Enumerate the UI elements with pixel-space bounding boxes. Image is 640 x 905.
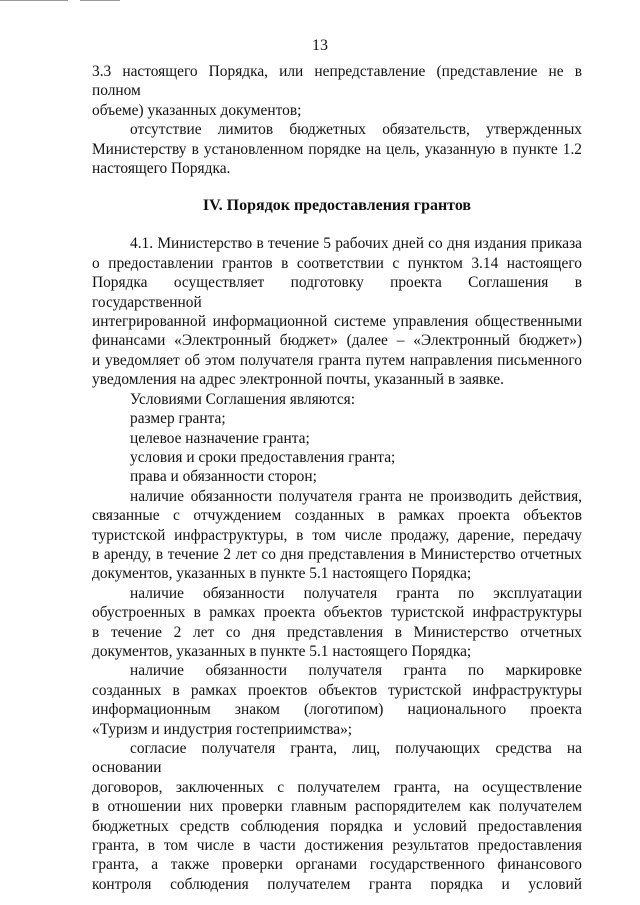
text-line: туристской инфраструктуры, в том числе продажу, дарение, передачу [92, 526, 582, 544]
text-line: интегрированной информационной системе управления общественными [92, 313, 582, 331]
text-line: о предоставлении грантов в соответствии с пунктом 3.14 настоящего [92, 254, 582, 272]
text-line: гранта, а также проверки органами государственного финансового [92, 856, 582, 874]
scan-edge-mark [0, 0, 68, 1]
text-line: в отношении них проверки главным распорядителем как получателем [92, 798, 582, 816]
text-line: «Туризм и индустрия гостеприимства»; [92, 720, 353, 738]
text-line: в течение 2 лет со дня представления в Министерство отчетных [92, 623, 582, 641]
conditions-intro: Условиями Соглашения являются: [130, 390, 356, 408]
scan-edge-mark [80, 0, 120, 1]
list-item: целевое назначение гранта; [130, 429, 310, 447]
document-body [92, 62, 582, 894]
text-line: гранта, в том числе в части достижения результатов предоставления [92, 837, 582, 855]
text-line: созданных в рамках проектов объектов туристской инфраструктуры [92, 681, 582, 699]
list-item: условия и сроки предоставления гранта; [130, 448, 396, 466]
text-line: объеме) указанных документов; [92, 101, 302, 119]
text-line: настоящего Порядка. [92, 160, 231, 178]
list-item: права и обязанности сторон; [130, 468, 317, 486]
page-number: 13 [312, 37, 328, 54]
text-line: бюджетных средств соблюдения порядка и условий предоставления [92, 817, 582, 835]
text-line: 4.1. Министерство в течение 5 рабочих дней со дня издания приказа [130, 235, 582, 253]
text-line: документов, указанных в пункте 5.1 настоящего Порядка; [92, 642, 472, 660]
text-line: согласие получателя гранта, лиц, получающих средства на основании [92, 740, 582, 777]
text-line: договоров, заключенных с получателем гранта, на осуществление [92, 778, 582, 796]
text-line: информационным знаком (логотипом) национального проекта [92, 701, 582, 719]
text-line: уведомления на адрес электронной почты, указанный в заявке. [92, 371, 504, 389]
text-line: наличие обязанности получателя гранта по эксплуатации [130, 584, 582, 602]
text-line: связанные с отчуждением созданных в рамках проекта объектов [92, 507, 582, 525]
text-line: отсутствие лимитов бюджетных обязательств, утвержденных [130, 121, 582, 139]
text-line: наличие обязанности получателя гранта по маркировке [130, 662, 582, 680]
text-line: Министерству в установленном порядке на цель, указанную в пункте 1.2 [92, 140, 582, 158]
text-line: наличие обязанности получателя гранта не производить действия, [130, 487, 582, 505]
section-heading: IV. Порядок предоставления грантов [202, 197, 472, 215]
text-line: контроля соблюдения получателем гранта порядка и условий [92, 875, 582, 893]
list-item: размер гранта; [130, 410, 226, 428]
text-line: в аренду, в течение 2 лет со дня представления в Министерство отчетных [92, 545, 582, 563]
text-line: Порядка осуществляет подготовку проекта Соглашения в государственной [92, 274, 582, 311]
text-line: 3.3 настоящего Порядка, или непредставление (представление не в полном [92, 63, 582, 100]
text-line: финансами «Электронный бюджет» (далее – «Электронный бюджет») [92, 332, 582, 350]
text-line: обустроенных в рамках проекта объектов туристской инфраструктуры [92, 604, 582, 622]
text-line: и уведомляет об этом получателя гранта путем направления письменного [92, 351, 582, 369]
text-line: документов, указанных в пункте 5.1 настоящего Порядка; [92, 565, 472, 583]
